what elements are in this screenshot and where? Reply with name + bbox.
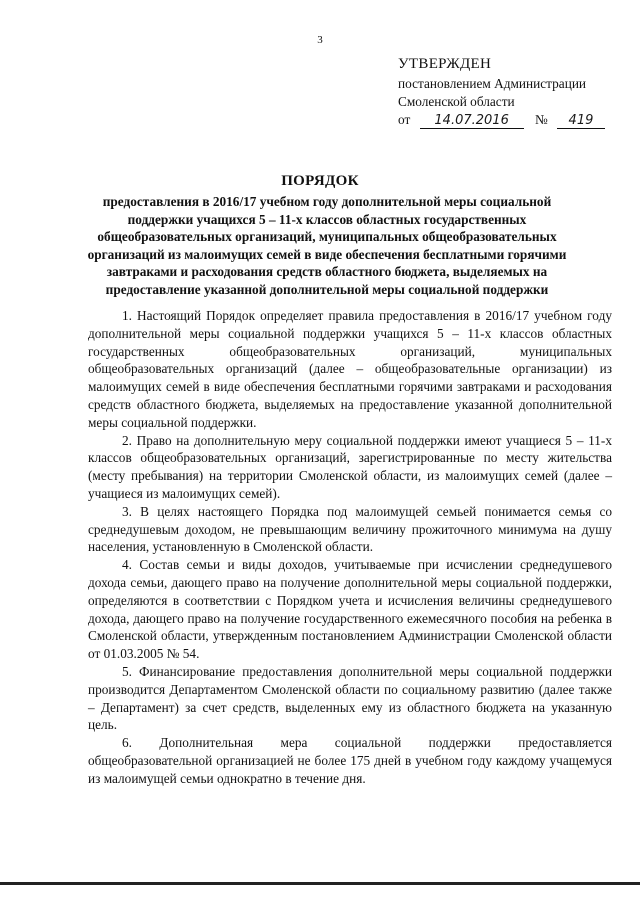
document-body: [88, 307, 612, 788]
handwritten-date: 14.07.2016: [420, 113, 524, 129]
from-label: от: [398, 112, 411, 127]
page-bottom-rule: [0, 882, 640, 885]
approval-line-2: Смоленской области: [398, 94, 515, 109]
paragraph-2: 2. Право на дополнительную меру социальной поддержки имеют учащиеся 5 – 11-х классов общеобразовательных организаций, зарегистрированные по месту жительства (месту пребывания) на территории Смоленской области, из малоимущих семей (далее – учащиеся из малоимущих семей).: [88, 432, 612, 501]
approval-stamp: [398, 55, 634, 129]
handwritten-number: 419: [557, 113, 605, 129]
approval-title: УТВЕРЖДЕН: [398, 56, 492, 72]
paragraph-5: 5. Финансирование предоставления дополнительной меры социальной поддержки производится Департаментом Смоленской области по социальному развитию (далее также – Департамент) за счет средств, выделенных ему из областного бюджета на указанную цель.: [88, 663, 612, 733]
approval-line-1: постановлением Администрации: [398, 76, 587, 91]
page-number: 3: [317, 34, 323, 46]
document-title: ПОРЯДОК: [281, 173, 359, 189]
approval-date-row: [398, 111, 634, 129]
paragraph-3: 3. В целях настоящего Порядка под малоимущей семьей понимается семья со среднедушевым доходом, не превышающим величину прожиточного минимума на душу населения, установленную в Смоленской области.: [88, 503, 612, 555]
document-subtitle: предоставления в 2016/17 учебном году дополнительной меры социальной поддержки учащихся 5 – 11-х классов областных государственных общеобразовательных организаций, муниципальных общеобразовательных организаций из малоимущих семей в виде обеспечения бесплатными горячими завтраками и расходования средств областного бюджета, выделяемых на предоставление указанной дополнительной меры социальной поддержки: [87, 194, 567, 297]
paragraph-4: 4. Состав семьи и виды доходов, учитываемые при исчислении среднедушевого дохода семьи, дающего право на получение дополнительной меры социальной поддержки, определяются в соответствии с Порядком учета и исчисления величины среднедушевого дохода, дающего право на получение государственного ежемесячного пособия на ребенка в Смоленской области, утвержденным постановлением Администрации Смоленской области от 01.03.2005 № 54.: [88, 557, 612, 662]
number-label: №: [534, 112, 548, 127]
paragraph-6: 6. Дополнительная мера социальной поддержки предоставляется общеобразовательной организацией не более 175 дней в учебном году каждому учащемуся из малоимущей семьи однократно в течение дня.: [88, 735, 612, 786]
paragraph-1: 1. Настоящий Порядок определяет правила предоставления в 2016/17 учебном году дополнительной меры социальной поддержки учащихся 5 – 11-х классов областных государственных общеобразовательных организаций, муниципальных общеобразовательных организаций (далее – общеобразовательные организации) из малоимущих семей в виде обеспечения бесплатными горячими завтраками и расходования средств областного бюджета, выделяемых на предоставление указанной дополнительной меры социальной поддержки.: [88, 308, 612, 430]
